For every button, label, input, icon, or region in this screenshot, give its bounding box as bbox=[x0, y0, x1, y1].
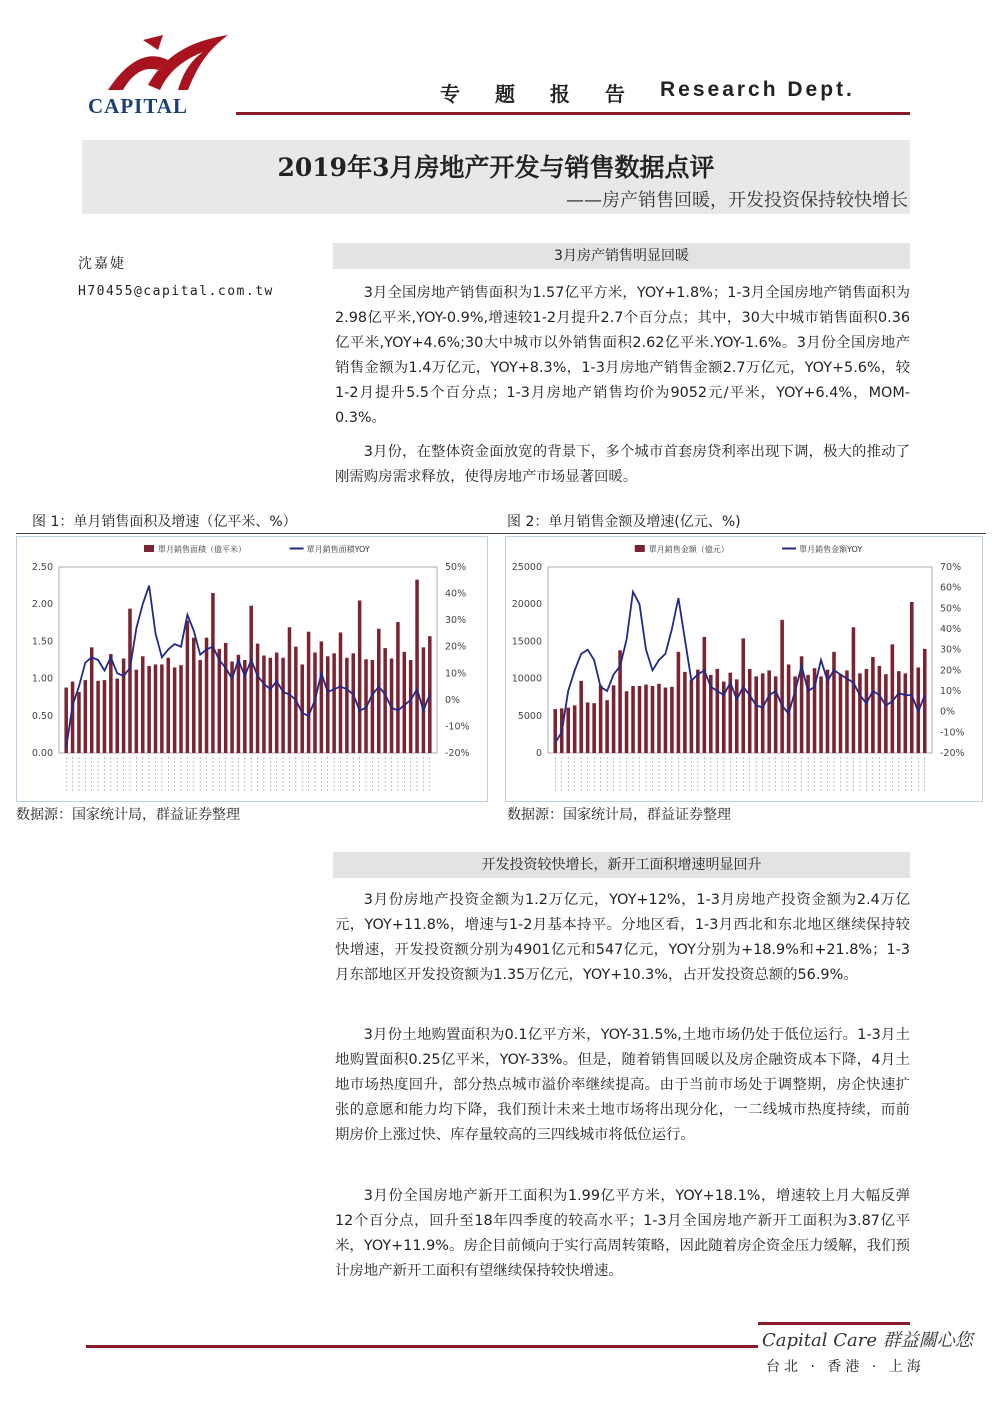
chart-bar bbox=[345, 658, 349, 753]
chart-bar bbox=[852, 627, 856, 753]
chart-bar bbox=[871, 657, 875, 753]
chart-bar bbox=[638, 686, 642, 753]
y-left-tick-label: 0.00 bbox=[31, 748, 53, 759]
chart-bar bbox=[579, 681, 583, 753]
y-right-tick-label: 40% bbox=[445, 588, 467, 600]
chart-bar bbox=[605, 700, 609, 753]
y-left-tick-label: 5000 bbox=[517, 710, 542, 722]
chart-bar bbox=[664, 688, 668, 753]
figure1-source: 数据源：国家统计局，群益证券整理 bbox=[16, 807, 240, 823]
chart-bar bbox=[748, 669, 752, 753]
chart-bar bbox=[115, 679, 119, 753]
chart-bar bbox=[735, 679, 739, 753]
y-right-tick-label: 20% bbox=[445, 641, 467, 653]
chart-bar bbox=[167, 658, 171, 753]
chart-bar bbox=[218, 649, 222, 753]
author-name: 沈嘉婕 bbox=[78, 256, 126, 272]
chart-bar bbox=[910, 602, 914, 753]
legend-bar-swatch bbox=[635, 545, 645, 552]
chart-legend bbox=[635, 544, 863, 554]
footer-divider-right bbox=[758, 1322, 910, 1325]
figure2-caption: 图 2：单月销售金额及增速(亿元、%) bbox=[507, 514, 741, 530]
chart-bar bbox=[160, 664, 164, 753]
chart-bar bbox=[192, 638, 196, 753]
y-left-tick-label: 1.50 bbox=[31, 636, 53, 648]
footer-brand: Capital Care 群益關心您 bbox=[762, 1330, 973, 1351]
chart-bar bbox=[690, 680, 694, 753]
chart-bar bbox=[122, 659, 126, 753]
chart-bar bbox=[858, 673, 862, 753]
section2-paragraph-2: 3月份土地购置面积为0.1亿平方米，YOY-31.5%,土地市场仍处于低位运行。1-3月土地购置面积0.25亿平米，YOY-33%。但是，随着销售回暖以及房企融资成本下降，4月土地市场热度回升，部分热点城市溢价率继续提高。由于当前市场处于调整期，房企快速扩张的意愿和能力均下降，我们预计未来土地市场将出现分化，一二线城市热度持续，而前期房价上涨过快、库存量较高的三四线城市将低位运行。 bbox=[335, 1027, 910, 1143]
figure1-chart bbox=[16, 536, 488, 802]
chart-yoy-line bbox=[555, 592, 925, 743]
figure-divider bbox=[16, 533, 986, 534]
legend-bar-label: 單月銷售面積（億平米） bbox=[158, 545, 246, 554]
legend-bar-label: 單月銷售金額（億元） bbox=[648, 545, 729, 554]
chart-bar bbox=[332, 653, 336, 753]
chart-bar bbox=[415, 580, 419, 753]
chart-bar bbox=[281, 658, 285, 753]
chart-bar bbox=[754, 676, 758, 753]
figure1-caption: 图 1：单月销售面积及增速（亿平米、%） bbox=[32, 514, 297, 530]
y-right-tick-label: 0% bbox=[445, 694, 461, 706]
section2-heading: 开发投资较快增长，新开工面积增速明显回升 bbox=[333, 852, 910, 878]
y-right-tick-label: 50% bbox=[940, 603, 962, 615]
chart-bar bbox=[761, 673, 765, 753]
chart-bar bbox=[703, 637, 707, 753]
y-right-tick-label: 40% bbox=[940, 624, 962, 635]
y-left-tick-label: 2.00 bbox=[31, 599, 53, 611]
chart-bar bbox=[237, 655, 241, 753]
chart-bar bbox=[657, 684, 661, 753]
chart-bar bbox=[553, 709, 557, 753]
legend-bar-swatch bbox=[144, 545, 154, 552]
y-right-tick-label: 10% bbox=[445, 668, 467, 680]
section1-paragraph-2: 3月份，在整体资金面放宽的背景下，多个城市首套房贷利率出现下调，极大的推动了刚需购房需求释放，使得房地产市场显著回暖。 bbox=[335, 444, 910, 485]
section2-paragraph-1: 3月份房地产投资金额为1.2万亿元，YOY+12%，1-3月房地产投资金额为2.4万亿元，YOY+11.8%，增速与1-2月基本持平。分地区看，1-3月西北和东北地区继续保持较快增速，开发投资额分别为4901亿元和547亿元，YOY分别为+18.9%和+21.8%；1-3月东部地区开发投资额为1.35万亿元，YOY+10.3%，占开发投资总额的56.9%。 bbox=[335, 892, 910, 983]
chart-bar bbox=[198, 660, 202, 753]
chart-bar bbox=[696, 670, 700, 753]
chart-bar bbox=[128, 609, 132, 753]
chart-bar bbox=[377, 629, 381, 753]
y-left-tick-label: 25000 bbox=[511, 562, 542, 573]
chart-bar bbox=[651, 686, 655, 753]
chart-bar bbox=[832, 652, 836, 753]
logo-text: CAPITAL bbox=[88, 94, 188, 118]
chart-bar bbox=[839, 674, 843, 753]
y-right-tick-label: 0% bbox=[940, 706, 956, 718]
chart-legend bbox=[144, 544, 370, 554]
chart-bar bbox=[352, 653, 356, 753]
chart-bar bbox=[307, 632, 311, 753]
y-right-tick-label: 30% bbox=[940, 644, 962, 656]
chart-bar bbox=[774, 676, 778, 753]
y-right-tick-label: 50% bbox=[445, 562, 467, 573]
chart-bar bbox=[586, 702, 590, 753]
chart-bar bbox=[865, 669, 869, 753]
chart-bar bbox=[326, 656, 330, 753]
chart-bar bbox=[592, 703, 596, 753]
chart-bar bbox=[84, 680, 88, 753]
chart-bar bbox=[262, 656, 266, 753]
chart-bar bbox=[878, 666, 882, 753]
section2-paragraph-3: 3月份全国房地产新开工面积为1.99亿平方米，YOY+18.1%，增速较上月大幅反弹12个百分点，回升至18年四季度的较高水平；1-3月全国房地产新开工面积为3.87亿平米，YOY+11.9%。房企目前倾向于实行高周转策略，因此随着房企资金压力缓解，我们预计房地产新开工面积有望继续保持较快增速。 bbox=[335, 1188, 910, 1279]
y-left-tick-label: 10000 bbox=[511, 673, 542, 685]
page-title: 2019年3月房地产开发与销售数据点评 bbox=[277, 153, 715, 182]
chart-bar bbox=[396, 622, 400, 753]
legend-line-label: 單月銷售金額YOY bbox=[799, 545, 863, 554]
chart-bar bbox=[644, 685, 648, 753]
chart-bar bbox=[422, 647, 426, 753]
y-left-tick-label: 20000 bbox=[511, 599, 542, 611]
chart-bar bbox=[683, 672, 687, 753]
chart-bar bbox=[288, 627, 292, 753]
chart-bar bbox=[186, 621, 190, 753]
chart-bar bbox=[409, 660, 413, 753]
y-right-tick-label: 30% bbox=[445, 615, 467, 627]
y-right-tick-label: -20% bbox=[445, 748, 470, 759]
y-right-tick-label: 20% bbox=[940, 665, 962, 677]
chart-bar bbox=[211, 593, 215, 753]
chart-bar bbox=[109, 654, 113, 753]
y-left-tick-label: 2.50 bbox=[31, 562, 53, 573]
chart-bar bbox=[884, 674, 888, 753]
chart-yoy-line bbox=[66, 586, 430, 748]
chart-bar bbox=[147, 666, 151, 753]
chart-bar bbox=[573, 705, 577, 753]
chart-bar bbox=[780, 620, 784, 753]
chart-bar bbox=[923, 649, 927, 753]
chart-bar bbox=[897, 671, 901, 753]
footer-cities: 台北 · 香港 · 上海 bbox=[766, 1359, 925, 1375]
section1-heading: 3月房产销售明显回暖 bbox=[333, 243, 910, 269]
chart-bar bbox=[90, 647, 94, 753]
chart-bar bbox=[269, 658, 273, 753]
chart-bar bbox=[103, 680, 107, 753]
y-left-tick-label: 1.00 bbox=[31, 673, 53, 685]
chart-bar bbox=[154, 664, 158, 753]
y-right-tick-label: -20% bbox=[940, 748, 965, 759]
chart-bar bbox=[256, 644, 260, 753]
page-subtitle: ——房产销售回暖，开发投资保持较快增长 bbox=[566, 190, 908, 211]
chart-bar bbox=[904, 673, 908, 753]
chart-bar bbox=[741, 638, 745, 753]
chart-bar bbox=[249, 606, 253, 753]
chart-bar bbox=[670, 687, 674, 753]
y-right-tick-label: 10% bbox=[940, 686, 962, 697]
chart-bar bbox=[141, 656, 145, 753]
chart-bar bbox=[77, 692, 81, 753]
chart-bar bbox=[205, 638, 209, 753]
dept-label: Research Dept. bbox=[660, 78, 855, 101]
y-right-tick-label: 70% bbox=[940, 562, 962, 573]
chart-bar bbox=[819, 676, 823, 753]
section1-paragraph-1: 3月全国房地产销售面积为1.57亿平方米，YOY+1.8%；1-3月全国房地产销售面积为2.98亿平米,YOY-0.9%,增速较1-2月提升2.7个百分点；其中，30大中城市销售面积0.36亿平米,YOY+4.6%;30大中城市以外销售面积2.62亿平米.YOY-1.6%。3月份全国房地产销售金额为1.4万亿元，YOY+8.3%，1-3月房地产销售金额2.7万亿元，YOY+5.6%，较1-2月提升5.5个百分点；1-3月房地产销售均价为9052元/平米，YOY+6.4%，MOM-0.3%。 bbox=[335, 285, 910, 426]
chart-bar bbox=[224, 643, 228, 753]
footer-divider-left bbox=[86, 1345, 758, 1348]
chart-bar bbox=[339, 632, 343, 753]
y-right-tick-label: -10% bbox=[940, 727, 965, 739]
chart-bar bbox=[631, 686, 635, 753]
figure2-chart bbox=[505, 536, 983, 802]
chart-bar bbox=[716, 669, 720, 753]
chart-bar bbox=[371, 660, 375, 753]
header-divider bbox=[236, 112, 910, 115]
chart-bar bbox=[358, 600, 362, 753]
chart-bar bbox=[612, 685, 616, 753]
chart-bar bbox=[566, 708, 570, 753]
y-right-tick-label: -10% bbox=[445, 721, 470, 733]
y-left-tick-label: 0.50 bbox=[31, 710, 53, 722]
chart-bar bbox=[383, 648, 387, 753]
chart-bar bbox=[599, 685, 603, 753]
y-right-tick-label: 60% bbox=[940, 582, 962, 594]
chart-bar bbox=[677, 652, 681, 753]
chart-bar bbox=[173, 667, 177, 753]
legend-line-label: 單月銷售面積YOY bbox=[306, 545, 370, 554]
chart-bar bbox=[625, 691, 629, 753]
chart-bar bbox=[135, 670, 139, 753]
chart-bar bbox=[96, 681, 100, 753]
chart-bar bbox=[845, 670, 849, 753]
figure2-source: 数据源：国家统计局，群益证券整理 bbox=[507, 807, 731, 823]
chart-bar bbox=[320, 641, 324, 753]
chart-bar bbox=[275, 653, 279, 753]
chart-bar bbox=[179, 665, 183, 753]
chart-bar bbox=[403, 652, 407, 753]
author-email: H70455@capital.com.tw bbox=[78, 284, 274, 299]
y-left-tick-label: 15000 bbox=[511, 636, 542, 648]
report-type: 专 题 报 告 bbox=[440, 82, 639, 106]
y-left-tick-label: 0 bbox=[535, 748, 542, 759]
chart-bar bbox=[767, 670, 771, 753]
